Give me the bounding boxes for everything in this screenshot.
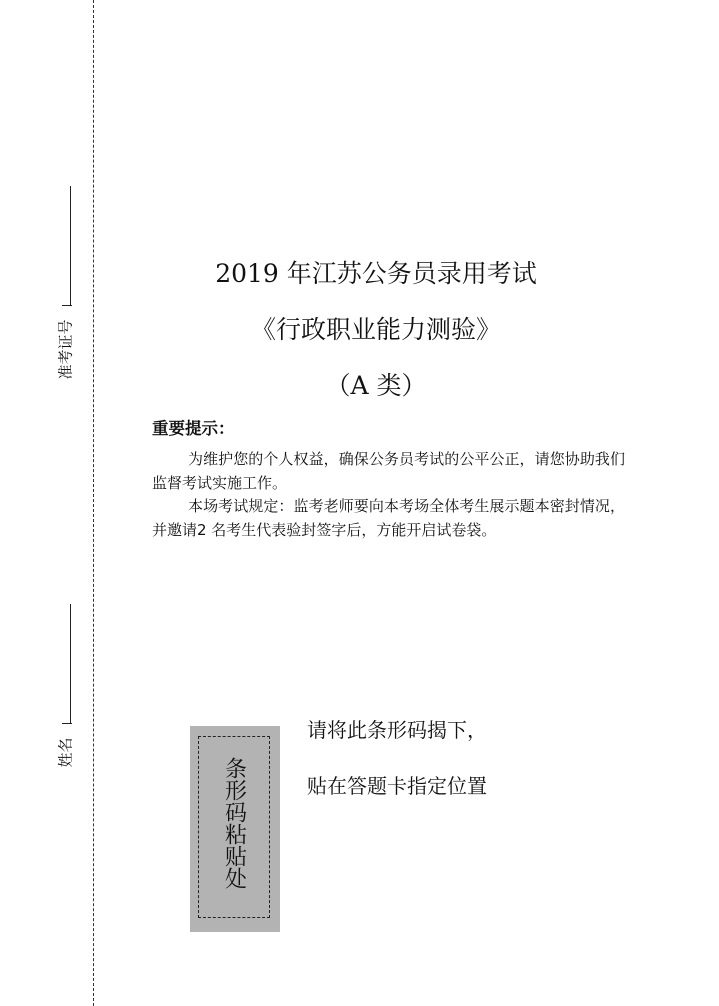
barcode-dashed-border (198, 736, 270, 918)
notice-paragraph: 为维护您的个人权益，确保公务员考试的公平公正，请您协助我们监督考试实施工作。 (152, 450, 625, 492)
exam-category: （A 类） (325, 371, 427, 400)
exam-id-underline (62, 305, 72, 306)
name-label: 姓名 (56, 737, 75, 768)
name-underline (62, 723, 72, 724)
barcode-sticker-area (190, 726, 280, 932)
name-line (70, 604, 71, 724)
barcode-box-label: 条形码粘贴处 (221, 757, 247, 889)
notice-paragraph: 本场考试规定：监考老师要向本考场全体考生展示题本密封情况，并邀请2 名考生代表验封签字后，方能开启试卷袋。 (152, 497, 625, 539)
binding-cut-line (93, 0, 94, 1006)
exam-subject: 《行政职业能力测验》 (250, 315, 501, 344)
barcode-instruction-line2: 贴在答题卡指定位置 (307, 774, 487, 798)
exam-title: 2019 年江苏公务员录用考试 (215, 259, 537, 288)
exam-id-label: 准考证号 (56, 319, 75, 380)
barcode-instruction-line1: 请将此条形码揭下， (307, 718, 487, 742)
notice-heading: 重要提示： (152, 419, 235, 438)
notice-body (152, 448, 625, 542)
